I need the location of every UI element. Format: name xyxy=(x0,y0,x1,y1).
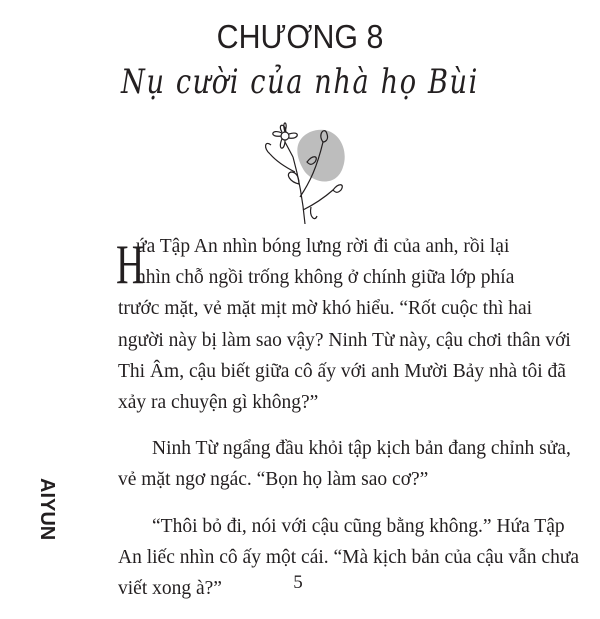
text-line: vẻ mặt ngơ ngác. “Bọn họ làm sao cơ?” xyxy=(118,469,429,491)
text-line: xảy ra chuyện gì không?” xyxy=(118,391,319,413)
paragraph xyxy=(118,433,571,495)
publisher-logo: AIYUN xyxy=(36,478,58,541)
flower-illustration xyxy=(255,112,350,227)
page-number: 5 xyxy=(293,572,303,593)
text-line: An liếc nhìn cô ấy một cái. “Mà kịch bản của cậu vẫn chưa xyxy=(118,546,580,568)
drop-cap: H xyxy=(116,234,145,296)
text-line: nhìn chỗ ngồi trống không ở chính giữa lớp phía xyxy=(136,267,515,289)
paragraph xyxy=(118,231,571,418)
text-line: ứa Tập An nhìn bóng lưng rời đi của anh, rồi lại xyxy=(136,236,510,257)
chapter-number: CHƯƠNG 8 xyxy=(216,18,384,55)
text-line: Ninh Từ ngẩng đầu khỏi tập kịch bản đang chỉnh sửa, xyxy=(152,438,571,460)
text-line: viết xong à?” xyxy=(118,577,222,599)
text-line: người này bị làm sao vậy? Ninh Từ này, cậu chơi thân với xyxy=(118,329,571,351)
text-line: trước mặt, vẻ mặt mịt mờ khó hiểu. “Rốt cuộc thì hai xyxy=(118,298,533,320)
body-text xyxy=(116,231,580,619)
text-line: “Thôi bỏ đi, nói với cậu cũng bằng không.” Hứa Tập xyxy=(152,515,565,537)
text-line: Thi Âm, cậu biết giữa cô ấy với anh Mười Bảy nhà tôi đã xyxy=(118,360,566,382)
chapter-title: Nụ cười của nhà họ Bùi xyxy=(121,62,479,102)
